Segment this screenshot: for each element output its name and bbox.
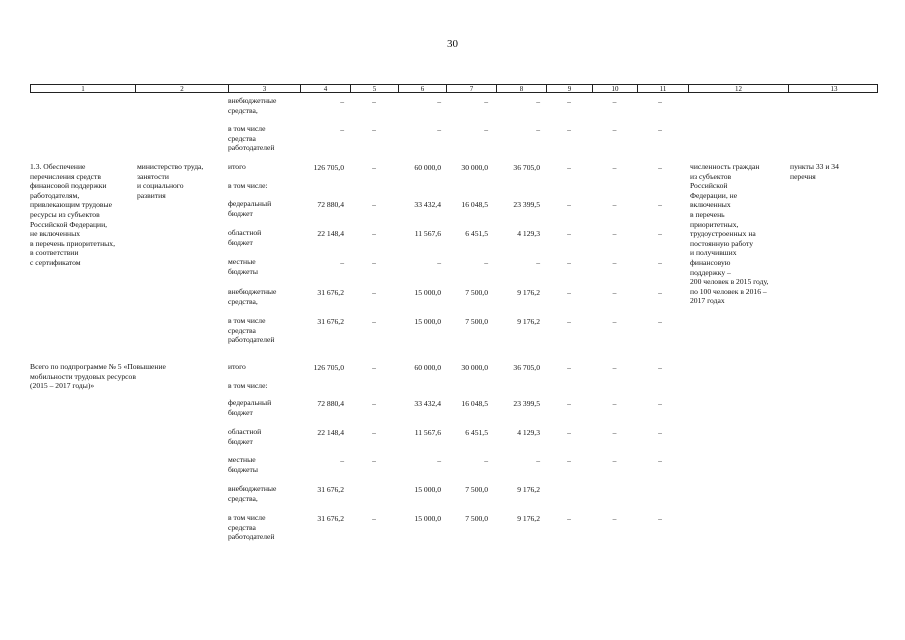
measure-cell: –	[658, 258, 662, 267]
total-cell: –	[484, 456, 488, 465]
measure-cell: –	[658, 288, 662, 297]
total-cell: –	[437, 456, 441, 465]
measure-row-label: внебюджетные средства,	[228, 287, 277, 306]
total-cell: 126 705,0	[313, 363, 344, 372]
measure-cell: –	[340, 258, 344, 267]
measure-cell: –	[612, 288, 617, 297]
total-cell: 4 129,3	[517, 428, 540, 437]
continuation-cell: –	[567, 125, 571, 134]
measure-cell: 72 880,4	[317, 200, 344, 209]
measure-cell: 36 705,0	[513, 163, 540, 172]
total-cell: –	[612, 456, 617, 465]
measure-row-label: областной бюджет	[228, 228, 262, 247]
continuation-row-label: внебюджетные средства,	[228, 96, 277, 115]
total-cell: –	[567, 456, 571, 465]
measure-cell: –	[612, 317, 617, 326]
continuation-cell: –	[612, 125, 617, 134]
total-cell: 36 705,0	[513, 363, 540, 372]
page-number: 30	[447, 38, 458, 50]
measure-cell: 30 000,0	[461, 163, 488, 172]
total-row-label: внебюджетные средства,	[228, 484, 277, 503]
total-cell: 31 676,2	[317, 485, 344, 494]
total-cell: 15 000,0	[414, 485, 441, 494]
total-cell: 31 676,2	[317, 514, 344, 523]
measure-cell: –	[567, 288, 571, 297]
total-cell: 22 148,4	[317, 428, 344, 437]
measure-cell: –	[612, 163, 617, 172]
total-row-label: местные бюджеты	[228, 455, 258, 474]
measure-cell: –	[372, 200, 376, 209]
header-col-9: 9	[547, 85, 593, 93]
subprogram-total-title: Всего по подпрограмме № 5 «Повышение мобильности трудовых ресурсов (2015 – 2017 годы)»	[30, 362, 166, 391]
measure-cell: 33 432,4	[414, 200, 441, 209]
total-cell: –	[658, 363, 662, 372]
total-cell: 15 000,0	[414, 514, 441, 523]
total-cell: –	[567, 399, 571, 408]
measure-cell: –	[372, 288, 376, 297]
continuation-cell: –	[612, 97, 617, 106]
total-cell: –	[372, 456, 376, 465]
total-cell: –	[612, 514, 617, 523]
measure-cell: –	[567, 258, 571, 267]
measure-cell: 11 567,6	[414, 229, 441, 238]
total-cell: 30 000,0	[461, 363, 488, 372]
measure-cell: –	[372, 258, 376, 267]
measure-cell: –	[612, 258, 617, 267]
total-cell: 60 000,0	[414, 363, 441, 372]
total-cell: 9 176,2	[517, 485, 540, 494]
measure-cell: 60 000,0	[414, 163, 441, 172]
measure-cell: 9 176,2	[517, 288, 540, 297]
total-cell: –	[372, 399, 376, 408]
measure-cell: –	[372, 317, 376, 326]
measure-cell: –	[372, 229, 376, 238]
header-col-8: 8	[497, 85, 547, 93]
measure-cell: 7 500,0	[465, 288, 488, 297]
continuation-cell: –	[484, 97, 488, 106]
continuation-cell: –	[340, 97, 344, 106]
continuation-cell: –	[536, 97, 540, 106]
measure-cell: 6 451,5	[465, 229, 488, 238]
continuation-cell: –	[484, 125, 488, 134]
measure-cell: –	[536, 258, 540, 267]
measure-cell: 31 676,2	[317, 317, 344, 326]
total-cell: 9 176,2	[517, 514, 540, 523]
header-col-10: 10	[593, 85, 638, 93]
measure-cell: 126 705,0	[313, 163, 344, 172]
measure-row-label: в том числе средства работодателей	[228, 316, 275, 345]
measure-cell: –	[567, 200, 571, 209]
measure-row-label: в том числе:	[228, 181, 268, 190]
header-col-1: 1	[31, 85, 136, 93]
measure-cell: 31 676,2	[317, 288, 344, 297]
measure-executor: министерство труда, занятости и социального развития	[137, 162, 204, 200]
measure-cell: –	[437, 258, 441, 267]
measure-cell: –	[567, 317, 571, 326]
measure-cell: –	[612, 200, 617, 209]
header-col-4: 4	[301, 85, 351, 93]
total-cell: 7 500,0	[465, 485, 488, 494]
total-cell: –	[612, 428, 617, 437]
total-cell: 7 500,0	[465, 514, 488, 523]
total-cell: 72 880,4	[317, 399, 344, 408]
measure-row-label: федеральный бюджет	[228, 199, 272, 218]
total-row-label: областной бюджет	[228, 427, 262, 446]
total-cell: 16 048,5	[461, 399, 488, 408]
total-cell: –	[372, 514, 376, 523]
total-cell: 6 451,5	[465, 428, 488, 437]
measure-reference: пункты 33 и 34 перечня	[790, 162, 839, 181]
total-cell: –	[658, 456, 662, 465]
measure-cell: –	[658, 163, 662, 172]
header-col-12: 12	[689, 85, 789, 93]
measure-cell: –	[567, 163, 571, 172]
measure-cell: –	[484, 258, 488, 267]
measure-cell: 4 129,3	[517, 229, 540, 238]
measure-cell: –	[612, 229, 617, 238]
header-col-5: 5	[351, 85, 399, 93]
total-cell: –	[567, 363, 571, 372]
total-cell: –	[372, 428, 376, 437]
total-row-label: в том числе средства работодателей	[228, 513, 275, 542]
measure-cell: 9 176,2	[517, 317, 540, 326]
total-cell: –	[658, 428, 662, 437]
measure-cell: 15 000,0	[414, 288, 441, 297]
continuation-row-label: в том числе средства работодателей	[228, 124, 275, 153]
total-row-label: федеральный бюджет	[228, 398, 272, 417]
measure-cell: 7 500,0	[465, 317, 488, 326]
measure-cell: 22 148,4	[317, 229, 344, 238]
continuation-cell: –	[340, 125, 344, 134]
total-cell: –	[658, 514, 662, 523]
total-cell: –	[567, 514, 571, 523]
measure-cell: –	[658, 317, 662, 326]
measure-cell: –	[567, 229, 571, 238]
measure-cell: 15 000,0	[414, 317, 441, 326]
continuation-cell: –	[437, 125, 441, 134]
continuation-cell: –	[372, 97, 376, 106]
total-row-label: итого	[228, 362, 246, 371]
measure-cell: –	[658, 229, 662, 238]
continuation-cell: –	[658, 125, 662, 134]
total-cell: –	[658, 399, 662, 408]
measure-indicator: численность граждан из субъектов Российской Федерации, не включенных в перечень приоритетных, трудоустроенных на постоянную работу и получивших финансовую поддержку – 200 человек в 2015 году, по 100 человек в 2016 – 2017 годах	[690, 162, 769, 306]
total-cell: 23 399,5	[513, 399, 540, 408]
measure-cell: 23 399,5	[513, 200, 540, 209]
header-col-2: 2	[136, 85, 229, 93]
header-col-6: 6	[399, 85, 447, 93]
total-cell: –	[612, 363, 617, 372]
total-cell: –	[340, 456, 344, 465]
total-row-label: в том числе:	[228, 381, 268, 390]
measure-row-label: местные бюджеты	[228, 257, 258, 276]
total-cell: –	[536, 456, 540, 465]
header-col-3: 3	[229, 85, 301, 93]
measure-cell: –	[372, 163, 376, 172]
measure-cell: 16 048,5	[461, 200, 488, 209]
continuation-cell: –	[536, 125, 540, 134]
total-cell: –	[567, 428, 571, 437]
header-col-11: 11	[638, 85, 689, 93]
total-cell: –	[612, 399, 617, 408]
table-header	[30, 84, 878, 93]
measure-title: 1.3. Обеспечение перечисления средств финансовой поддержки работодателям, привлекающим трудовые ресурсы из субъектов Российской Федерации, не включенных в перечень приоритетных, в соответствии с сертификатом	[30, 162, 115, 267]
continuation-cell: –	[372, 125, 376, 134]
continuation-cell: –	[437, 97, 441, 106]
continuation-cell: –	[567, 97, 571, 106]
measure-row-label: итого	[228, 162, 246, 171]
total-cell: 33 432,4	[414, 399, 441, 408]
continuation-cell: –	[658, 97, 662, 106]
header-col-7: 7	[447, 85, 497, 93]
header-col-13: 13	[830, 85, 838, 93]
total-cell: 11 567,6	[414, 428, 441, 437]
measure-cell: –	[658, 200, 662, 209]
total-cell: –	[372, 363, 376, 372]
